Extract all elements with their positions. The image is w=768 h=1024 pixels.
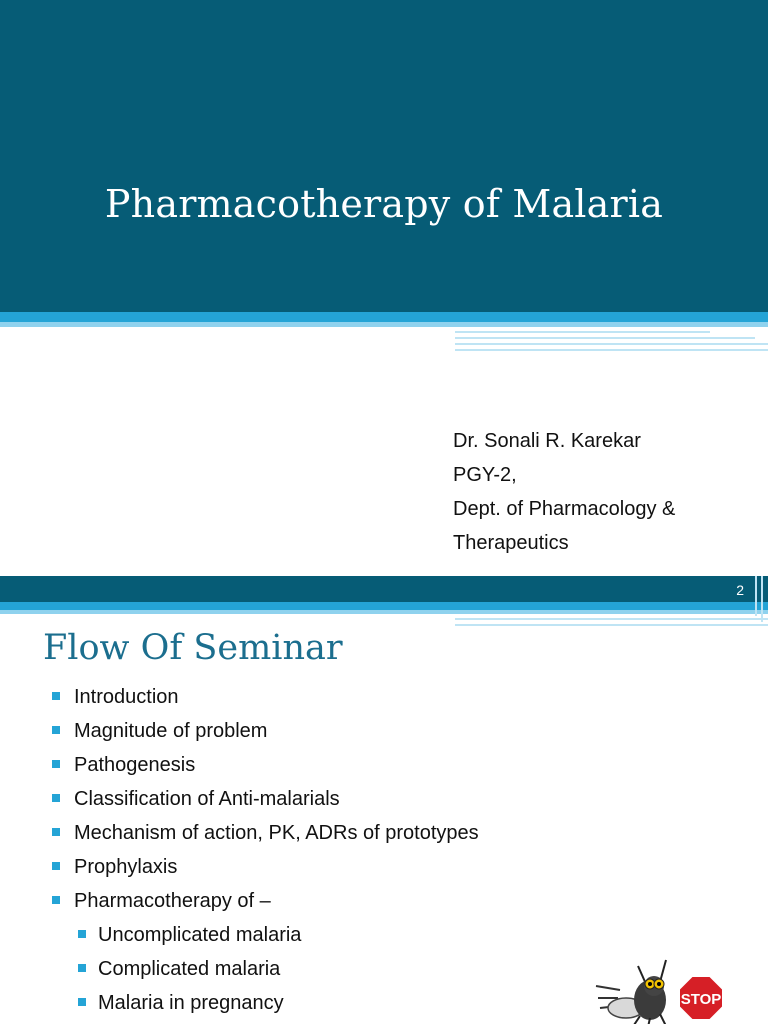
header-band	[0, 576, 768, 602]
list-item	[50, 818, 650, 852]
accent-stripe	[0, 312, 768, 322]
list-item-text: Complicated malaria	[98, 958, 281, 980]
author-line: Therapeutics	[453, 532, 569, 554]
author-line: Dr. Sonali R. Karekar	[453, 430, 641, 452]
agenda-slide	[0, 576, 768, 1024]
agenda-list	[50, 682, 650, 1022]
bullet-icon	[78, 930, 86, 938]
decorative-line	[455, 618, 768, 620]
list-item-text: Magnitude of problem	[74, 720, 268, 742]
sub-list-item	[50, 954, 650, 988]
list-item	[50, 682, 650, 716]
decorative-line	[455, 343, 768, 345]
accent-stripe-light	[0, 610, 768, 614]
sub-list-item	[50, 988, 650, 1022]
stop-sign-text: STOP	[680, 991, 722, 1008]
bullet-icon	[78, 964, 86, 972]
decorative-line	[455, 624, 768, 626]
author-line: Dept. of Pharmacology &	[453, 498, 676, 520]
list-item	[50, 886, 650, 920]
bullet-icon	[52, 794, 60, 802]
sub-list-item	[50, 920, 650, 954]
list-item	[50, 750, 650, 784]
accent-stripe-light	[0, 322, 768, 327]
list-item-text: Classification of Anti-malarials	[74, 788, 340, 810]
slide-title: Pharmacotherapy of Malaria	[104, 182, 664, 226]
bullet-icon	[78, 998, 86, 1006]
author-block	[453, 424, 753, 560]
bullet-icon	[52, 828, 60, 836]
list-item	[50, 852, 650, 886]
bullet-icon	[52, 726, 60, 734]
list-item-text: Mechanism of action, PK, ADRs of prototypes	[74, 822, 479, 844]
list-item-text: Malaria in pregnancy	[98, 992, 284, 1014]
list-item-text: Prophylaxis	[74, 856, 178, 878]
bullet-icon	[52, 862, 60, 870]
title-band	[0, 0, 768, 312]
list-item-text: Pathogenesis	[74, 754, 196, 776]
list-item-text: Introduction	[74, 686, 179, 708]
decorative-line	[455, 349, 768, 351]
author-line: PGY-2,	[453, 464, 517, 486]
slide-number: 2	[736, 582, 744, 598]
list-item	[50, 716, 650, 750]
bullet-icon	[52, 760, 60, 768]
slide-heading: Flow Of Seminar	[43, 628, 343, 668]
list-item-text: Uncomplicated malaria	[98, 924, 302, 946]
list-item-text: Pharmacotherapy of –	[74, 890, 271, 912]
decorative-line	[455, 331, 710, 333]
decorative-line	[755, 576, 757, 616]
decorative-line	[455, 337, 755, 339]
accent-stripe	[0, 602, 768, 610]
list-item	[50, 784, 650, 818]
bullet-icon	[52, 692, 60, 700]
bullet-icon	[52, 896, 60, 904]
stop-mosquito-icon	[588, 956, 738, 1024]
decorative-line	[761, 576, 763, 622]
